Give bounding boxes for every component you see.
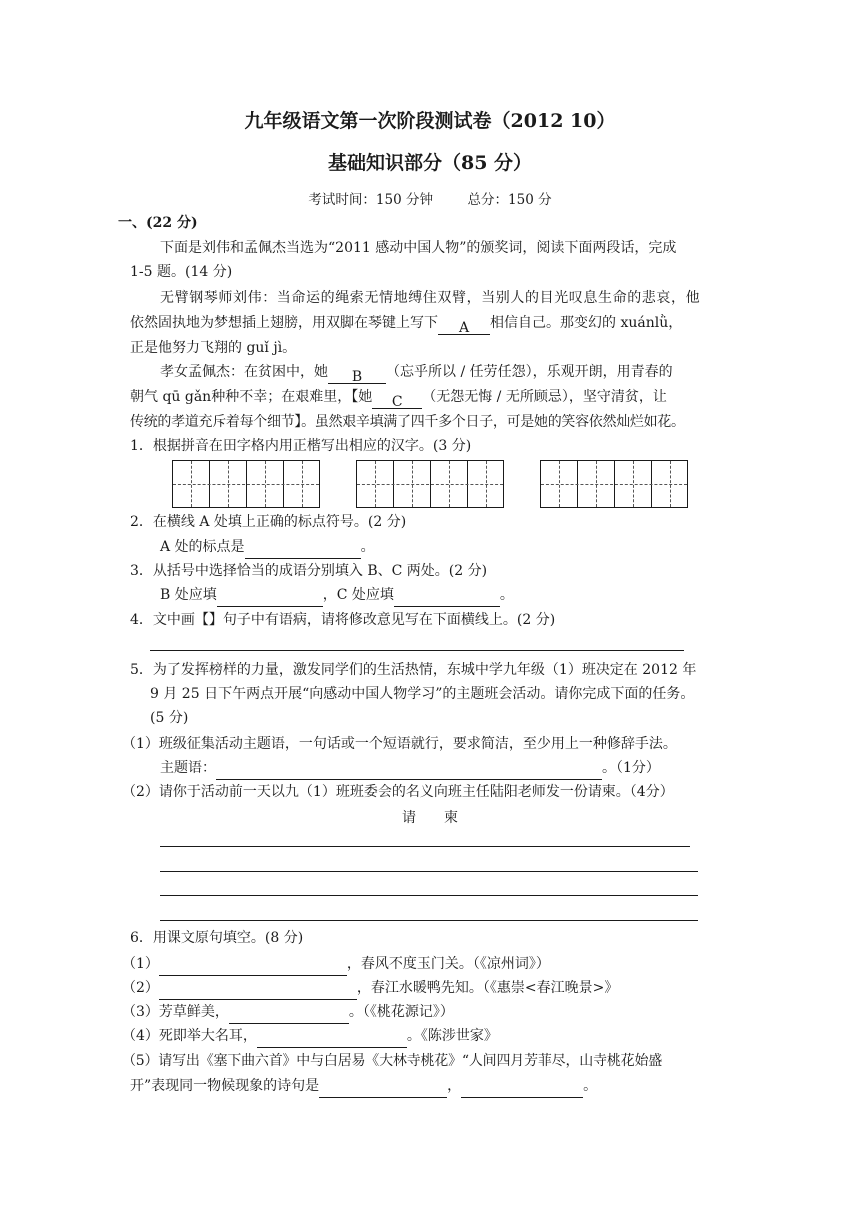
intro-line-2: 1-5 题。(14 分) (130, 264, 233, 280)
para2-line-3: 传统的孝道充斥着每个细节】。虽然艰辛填满了四千多个日子，可是她的笑容依然灿烂如花。 (130, 414, 685, 430)
question-5-sub-2: （2）请你于活动前一天以九（1）班班委会的名义向班主任陆阳老师发一份请柬。（4分） (122, 784, 674, 800)
question-1: 1．根据拼音在田字格内用正楷写出相应的汉字。(3 分) (130, 438, 472, 454)
question-2-answer: A 处的标点是 。 (160, 535, 375, 559)
answer-blank-a[interactable] (245, 540, 361, 559)
para2-line-1: 孝女孟佩杰：在贫困中，她 B （忘乎所以 / 任劳任怨），乐观开朗，用青春的 (160, 364, 673, 385)
q6-blank-2[interactable] (159, 981, 357, 1000)
question-6: 6．用课文原句填空。(8 分) (130, 930, 304, 946)
exam-time: 考试时间：150 分钟 (308, 192, 433, 208)
blank-c[interactable]: C (372, 390, 422, 409)
tianzige-group-2[interactable] (356, 460, 504, 508)
q6-blank-3[interactable] (229, 1005, 349, 1024)
question-4: 4．文中画【】句子中有语病，请将修改意见写在下面横线上。(2 分) (130, 612, 556, 628)
tianzige-group-3[interactable] (540, 460, 688, 508)
question-5-line-1: 5．为了发挥榜样的力量，激发同学们的生活热情，东城中学九年级（1）班决定在 2012 年 (130, 662, 697, 678)
page-title: 九年级语文第一次阶段测试卷（2012 10） (244, 110, 616, 132)
q6-blank-5a[interactable] (319, 1079, 447, 1098)
tianzige-group-1[interactable] (172, 460, 320, 508)
question-6-item-2: （2） ，春江水暖鸭先知。（《惠崇<春江晚景>》 (122, 976, 618, 1000)
section-heading: 一、(22 分) (118, 215, 198, 231)
question-6-item-3: （3）芳草鲜美， 。（《桃花源记》） (122, 1000, 454, 1024)
question-5-sub-1: （1）班级征集活动主题语，一句话或一个短语就行，要求简洁，至少用上一种修辞手法。 (122, 736, 677, 752)
question-2: 2．在横线 A 处填上正确的标点符号。(2 分) (130, 514, 407, 530)
question-5-theme: 主题语： 。（1分） (160, 756, 660, 780)
question-5-line-3: (5 分) (150, 710, 189, 726)
invitation-line-1[interactable] (160, 846, 690, 847)
para1-line-2: 依然固执地为梦想插上翅膀，用双脚在琴键上写下 A 相信自己。那变幻的 xuánlǜ， (130, 315, 683, 336)
question-3: 3．从括号中选择恰当的成语分别填入 B、C 两处。(2 分) (130, 563, 488, 579)
blank-b[interactable]: B (328, 365, 386, 384)
intro-line-1: 下面是刘伟和孟佩杰当选为“2011 感动中国人物”的颁奖词，阅读下面两段话，完成 (160, 240, 677, 256)
page-subtitle: 基础知识部分（85 分） (327, 152, 533, 174)
para1-line-1: 无臂钢琴师刘伟：当命运的绳索无情地缚住双臂，当别人的目光叹息生命的悲哀，他 (160, 290, 701, 306)
answer-blank-c[interactable] (394, 588, 500, 607)
answer-blank-b[interactable] (217, 588, 323, 607)
question-6-item-5-line-2: 开”表现同一物候现象的诗句是 ， 。 (130, 1074, 597, 1098)
question-3-answer: B 处应填 ，C 处应填 。 (160, 583, 514, 607)
blank-a[interactable]: A (438, 316, 490, 335)
question-6-item-1: （1） ，春风不度玉门关。（《凉州词》） (122, 952, 550, 976)
invitation-line-4[interactable] (160, 920, 698, 921)
para2-line-2: 朝气 qū gǎn种种不幸；在艰难里，【她 C （无怨无悔 / 无所顾忌），坚守清贫，让 (130, 389, 667, 410)
theme-answer-blank[interactable] (216, 761, 602, 780)
answer-line-q4[interactable] (150, 650, 684, 651)
invitation-line-3[interactable] (160, 895, 698, 896)
question-6-item-5-line-1: （5）请写出《塞下曲六首》中与白居易《大林寺桃花》“人间四月芳菲尽，山寺桃花始盛 (122, 1053, 663, 1069)
exam-meta (0, 188, 860, 208)
total-score: 总分：150 分 (467, 192, 552, 208)
para1-line-3: 正是他努力飞翔的 guǐ jì。 (130, 340, 297, 356)
q6-blank-5b[interactable] (461, 1079, 583, 1098)
question-6-item-4: （4）死即举大名耳， 。《陈涉世家》 (122, 1024, 498, 1048)
question-5-line-2: 9 月 25 日下午两点开展“向感动中国人物学习”的主题班会活动。请你完成下面的任务。 (150, 686, 695, 702)
q6-blank-1[interactable] (159, 957, 347, 976)
invitation-line-2[interactable] (160, 871, 698, 872)
invitation-title: 请 柬 (402, 810, 458, 826)
q6-blank-4[interactable] (257, 1029, 407, 1048)
